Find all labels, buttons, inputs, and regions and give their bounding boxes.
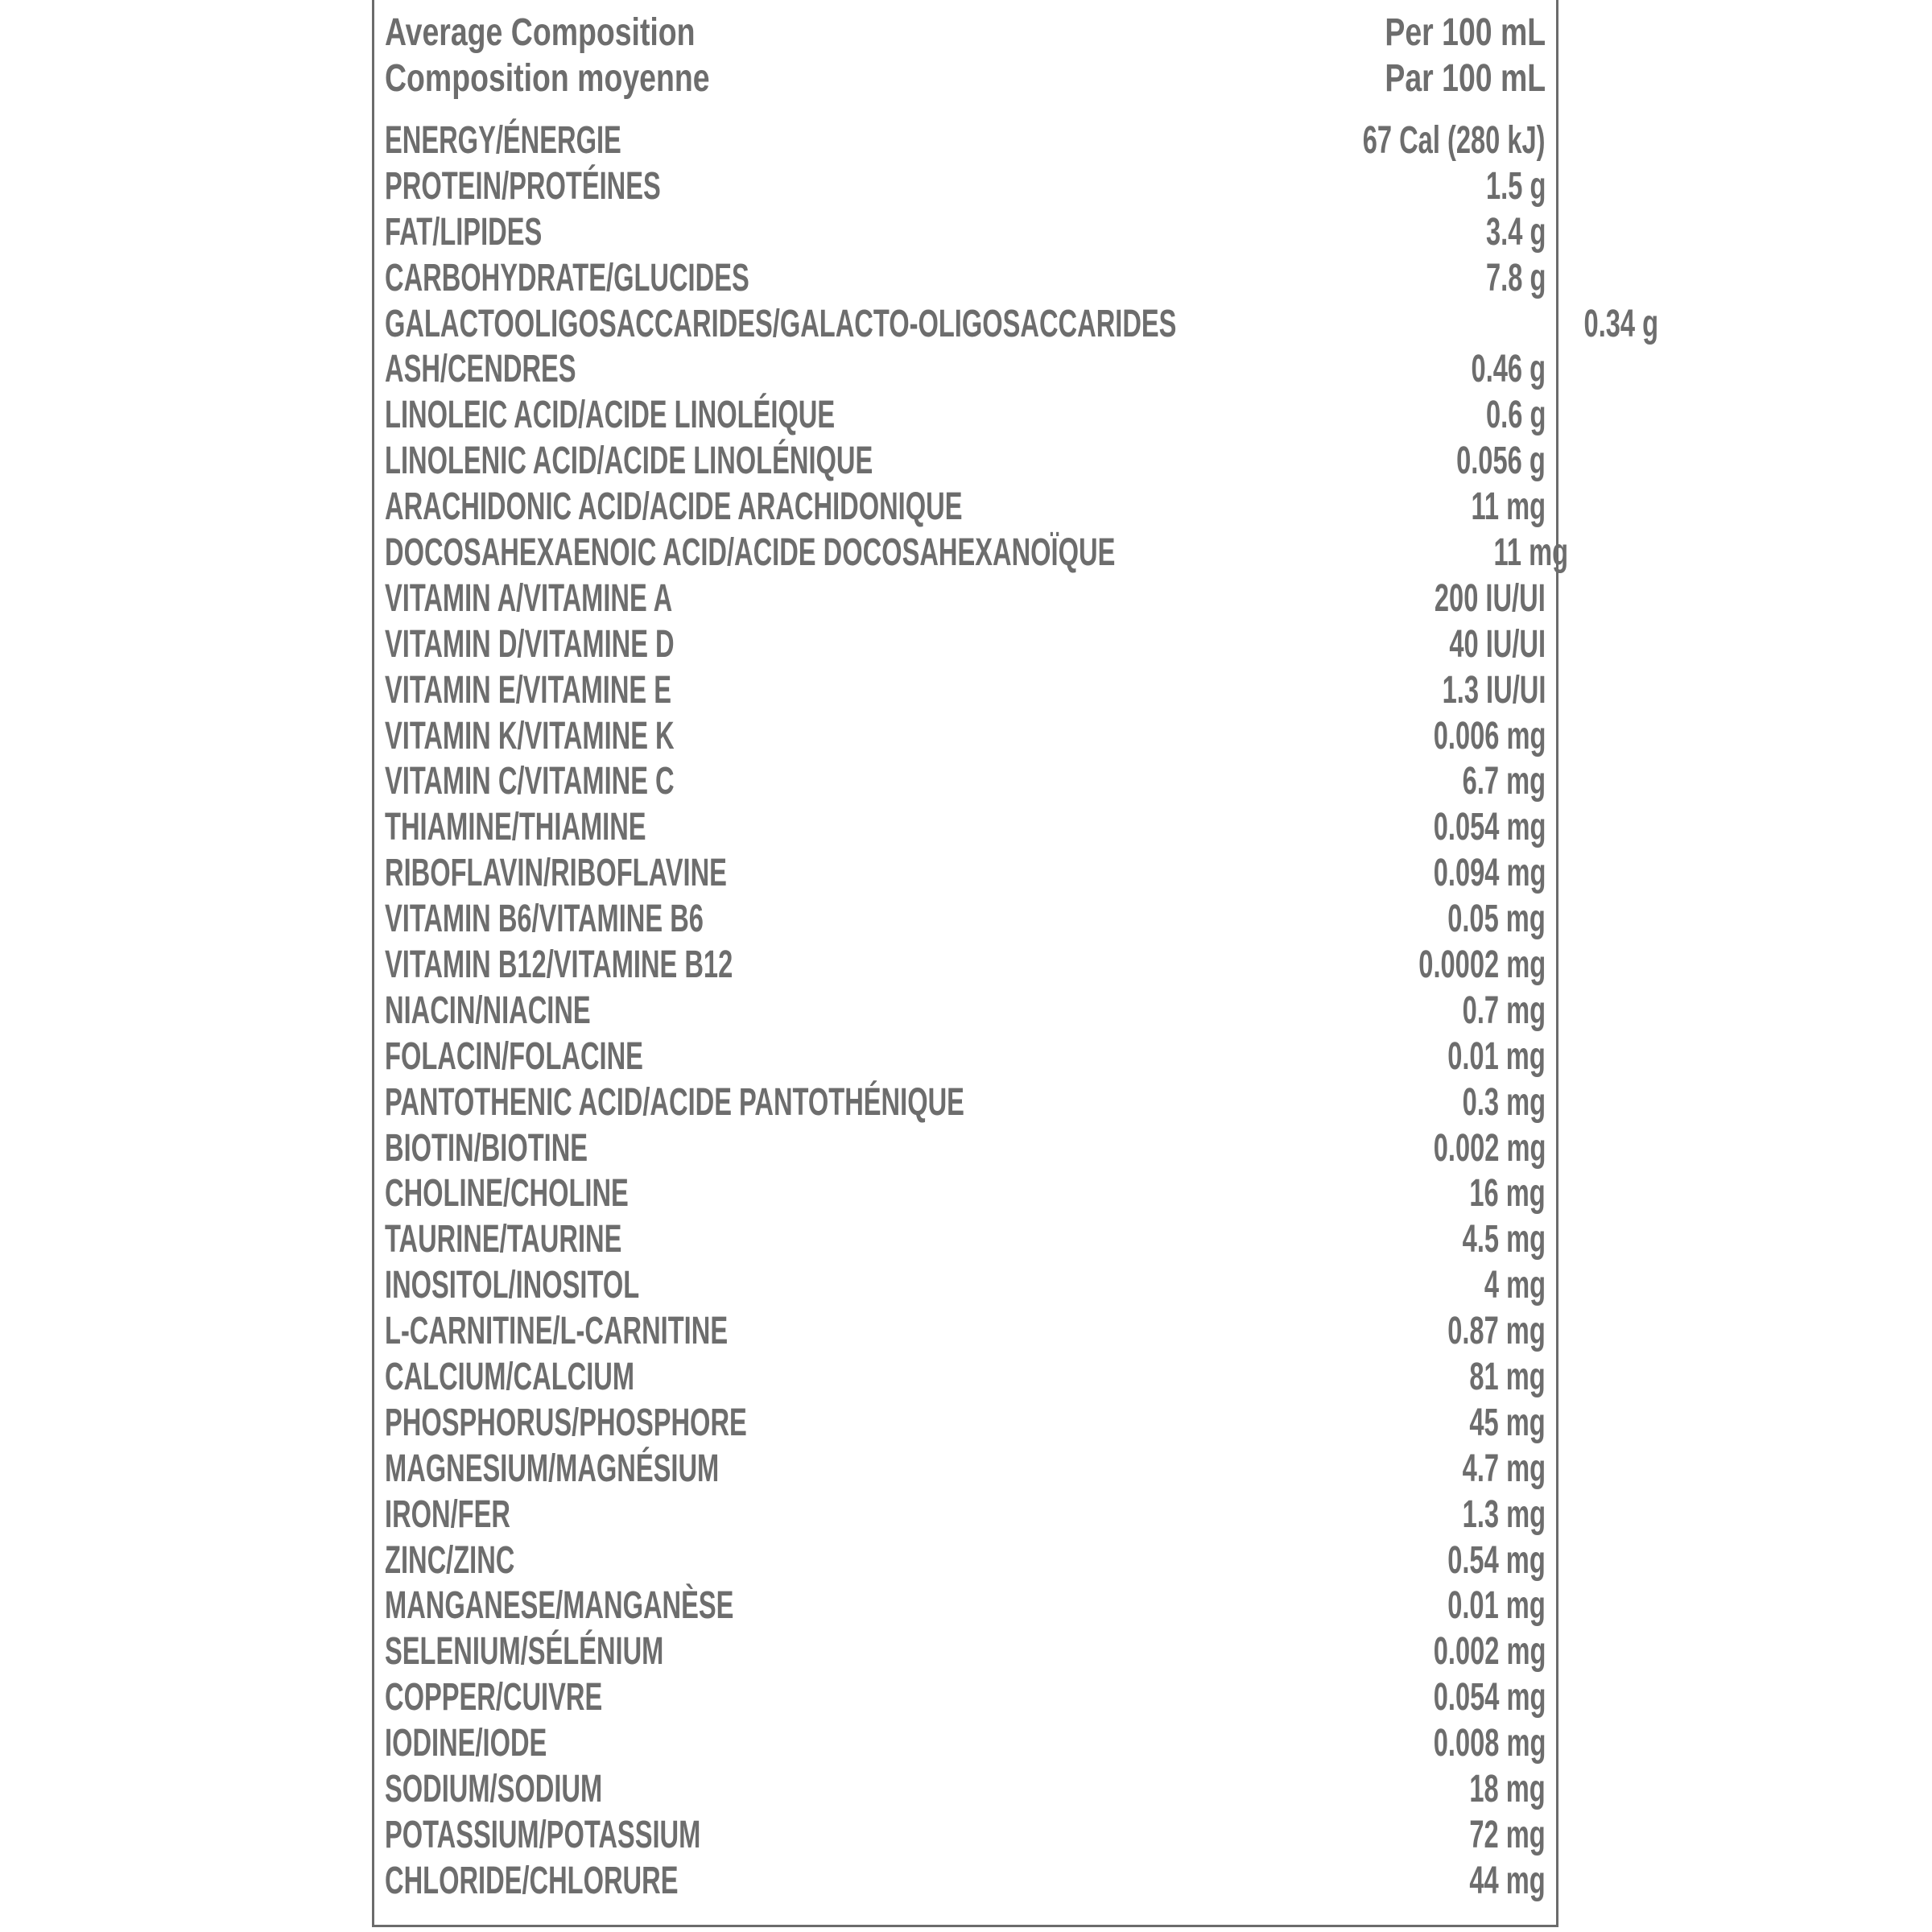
- nutrient-value: 67 Cal (280 kJ): [1363, 118, 1546, 162]
- nutrient-row: [385, 713, 1546, 759]
- nutrient-row: [385, 1262, 1546, 1308]
- nutrient-row: [385, 530, 1569, 576]
- nutrient-name: CHOLINE/CHOLINE: [385, 1172, 629, 1216]
- nutrient-value: 0.46 g: [1471, 348, 1546, 391]
- per-serving-french: Par 100 mL: [1385, 57, 1546, 100]
- nutrient-name: VITAMIN B6/VITAMINE B6: [385, 898, 704, 941]
- nutrient-value: 4 mg: [1484, 1264, 1546, 1307]
- nutrient-value: 0.05 mg: [1447, 898, 1546, 941]
- nutrient-row: [385, 1720, 1546, 1766]
- nutrient-value: 0.0002 mg: [1418, 943, 1546, 986]
- nutrient-name: LINOLENIC ACID/ACIDE LINOLÉNIQUE: [385, 440, 873, 483]
- nutrient-row: [385, 942, 1546, 988]
- nutrient-name: RIBOFLAVIN/RIBOFLAVINE: [385, 852, 727, 895]
- nutrient-value: 44 mg: [1469, 1859, 1546, 1902]
- nutrient-value: 0.01 mg: [1447, 1584, 1546, 1628]
- nutrient-row: [385, 1538, 1546, 1583]
- nutrient-name: TAURINE/TAURINE: [385, 1218, 622, 1261]
- nutrient-row: [385, 850, 1546, 896]
- nutrient-name: SELENIUM/SÉLÉNIUM: [385, 1630, 664, 1674]
- nutrient-value: 7.8 g: [1485, 256, 1546, 299]
- nutrient-row: [385, 1216, 1546, 1262]
- nutrient-value: 18 mg: [1469, 1768, 1546, 1810]
- nutrient-value: 1.3 mg: [1462, 1492, 1546, 1536]
- nutrient-name: ENERGY/ÉNERGIE: [385, 118, 621, 162]
- nutrient-name: LINOLEIC ACID/ACIDE LINOLÉIQUE: [385, 394, 836, 437]
- nutrient-row: [385, 1858, 1546, 1904]
- nutrient-list: [385, 118, 1659, 1904]
- nutrient-value: 0.7 mg: [1462, 989, 1546, 1032]
- composition-header: [385, 10, 1546, 101]
- nutrient-row: [385, 118, 1546, 163]
- nutrient-value: 0.054 mg: [1433, 806, 1546, 849]
- nutrient-name: PANTOTHENIC ACID/ACIDE PANTOTHÉNIQUE: [385, 1080, 964, 1124]
- nutrient-value: 0.002 mg: [1433, 1126, 1546, 1170]
- nutrient-row: [385, 1354, 1546, 1400]
- nutrient-value: 0.87 mg: [1447, 1310, 1546, 1353]
- nutrient-value: 1.5 g: [1485, 164, 1546, 208]
- nutrient-row: [385, 1400, 1546, 1446]
- nutrient-row: [385, 1125, 1546, 1171]
- nutrient-name: PHOSPHORUS/PHOSPHORE: [385, 1401, 747, 1444]
- nutrient-value: 4.5 mg: [1462, 1218, 1546, 1261]
- nutrient-row: [385, 667, 1546, 713]
- nutrient-row: [385, 301, 1659, 347]
- nutrient-row: [385, 1170, 1546, 1216]
- nutrient-value: 6.7 mg: [1462, 760, 1546, 803]
- nutrient-name: VITAMIN C/VITAMINE C: [385, 760, 675, 803]
- per-serving-english: Per 100 mL: [1385, 11, 1546, 54]
- nutrient-value: 4.7 mg: [1462, 1447, 1546, 1490]
- nutrient-row: [385, 1308, 1546, 1354]
- header-row-french: [385, 56, 1546, 101]
- nutrient-value: 0.01 mg: [1447, 1034, 1546, 1078]
- nutrient-name: MAGNESIUM/MAGNÉSIUM: [385, 1447, 720, 1490]
- nutrient-value: 16 mg: [1469, 1172, 1546, 1216]
- nutrient-value: 45 mg: [1469, 1401, 1546, 1444]
- nutrient-row: [385, 438, 1546, 484]
- nutrient-name: NIACIN/NIACINE: [385, 989, 591, 1032]
- nutrient-name: FOLACIN/FOLACINE: [385, 1034, 643, 1078]
- nutrient-row: [385, 758, 1546, 804]
- nutrient-value: 11 mg: [1493, 530, 1569, 574]
- nutrient-row: [385, 1446, 1546, 1492]
- nutrient-name: CARBOHYDRATE/GLUCIDES: [385, 256, 749, 299]
- nutrient-value: 40 IU/UI: [1449, 622, 1546, 666]
- nutrient-name: CALCIUM/CALCIUM: [385, 1355, 635, 1398]
- nutrient-value: 0.34 g: [1583, 302, 1659, 345]
- nutrient-name: VITAMIN K/VITAMINE K: [385, 714, 675, 758]
- nutrient-row: [385, 576, 1546, 621]
- nutrient-value: 81 mg: [1469, 1355, 1546, 1398]
- nutrient-value: 200 IU/UI: [1435, 576, 1546, 620]
- title-french: Composition moyenne: [385, 57, 710, 100]
- nutrient-name: VITAMIN B12/VITAMINE B12: [385, 943, 733, 986]
- nutrient-value: 0.54 mg: [1447, 1538, 1546, 1582]
- nutrient-name: COPPER/CUIVRE: [385, 1676, 603, 1719]
- nutrient-name: GALACTOOLIGOSACCARIDES/GALACTO-OLIGOSACCARIDES: [385, 302, 1177, 345]
- nutrient-row: [385, 484, 1546, 530]
- nutrient-row: [385, 896, 1546, 942]
- nutrient-row: [385, 1080, 1546, 1125]
- nutrient-name: IRON/FER: [385, 1492, 510, 1536]
- nutrient-name: VITAMIN A/VITAMINE A: [385, 576, 673, 620]
- nutrient-name: INOSITOL/INOSITOL: [385, 1264, 640, 1307]
- nutrient-row: [385, 255, 1546, 301]
- header-row-english: [385, 10, 1546, 56]
- nutrient-name: ZINC/ZINC: [385, 1538, 515, 1582]
- nutrient-row: [385, 1583, 1546, 1629]
- nutrient-value: 0.056 g: [1456, 440, 1546, 483]
- nutrient-value: 0.006 mg: [1433, 714, 1546, 758]
- nutrient-value: 0.3 mg: [1462, 1080, 1546, 1124]
- nutrient-name: THIAMINE/THIAMINE: [385, 806, 646, 849]
- nutrient-row: [385, 163, 1546, 209]
- nutrient-name: L-CARNITINE/L-CARNITINE: [385, 1310, 729, 1353]
- nutrient-name: MANGANESE/MANGANÈSE: [385, 1584, 734, 1628]
- nutrient-name: ARACHIDONIC ACID/ACIDE ARACHIDONIQUE: [385, 485, 963, 529]
- nutrient-row: [385, 1766, 1546, 1812]
- nutrient-row: [385, 804, 1546, 850]
- nutrient-name: DOCOSAHEXAENOIC ACID/ACIDE DOCOSAHEXANOÏQUE: [385, 530, 1116, 574]
- nutrient-row: [385, 621, 1546, 667]
- nutrient-name: FAT/LIPIDES: [385, 210, 543, 254]
- nutrient-value: 3.4 g: [1485, 210, 1546, 254]
- nutrient-value: 0.054 mg: [1433, 1676, 1546, 1719]
- nutrient-name: POTASSIUM/POTASSIUM: [385, 1813, 701, 1856]
- nutrient-row: [385, 1674, 1546, 1720]
- nutrient-name: PROTEIN/PROTÉINES: [385, 164, 661, 208]
- nutrient-value: 11 mg: [1471, 485, 1546, 529]
- nutrient-value: 0.002 mg: [1433, 1630, 1546, 1674]
- nutrient-value: 72 mg: [1469, 1813, 1546, 1856]
- nutrient-row: [385, 988, 1546, 1034]
- nutrient-value: 0.094 mg: [1433, 852, 1546, 895]
- nutrient-value: 1.3 IU/UI: [1442, 668, 1546, 712]
- nutrient-row: [385, 209, 1546, 255]
- nutrient-value: 0.008 mg: [1433, 1722, 1546, 1765]
- nutrient-value: 0.6 g: [1485, 394, 1546, 437]
- title-english: Average Composition: [385, 11, 696, 54]
- nutrient-row: [385, 1492, 1546, 1538]
- nutrient-row: [385, 1034, 1546, 1080]
- nutrient-name: VITAMIN D/VITAMINE D: [385, 622, 675, 666]
- nutrient-name: CHLORIDE/CHLORURE: [385, 1859, 679, 1902]
- nutrition-composition-panel: [372, 0, 1659, 1927]
- nutrient-name: VITAMIN E/VITAMINE E: [385, 668, 672, 712]
- nutrient-row: [385, 1629, 1546, 1674]
- nutrient-row: [385, 392, 1546, 438]
- nutrient-name: IODINE/IODE: [385, 1722, 547, 1765]
- nutrient-name: BIOTIN/BIOTINE: [385, 1126, 588, 1170]
- nutrient-name: ASH/CENDRES: [385, 348, 576, 391]
- nutrient-row: [385, 346, 1546, 392]
- nutrient-row: [385, 1812, 1546, 1858]
- nutrient-name: SODIUM/SODIUM: [385, 1768, 603, 1810]
